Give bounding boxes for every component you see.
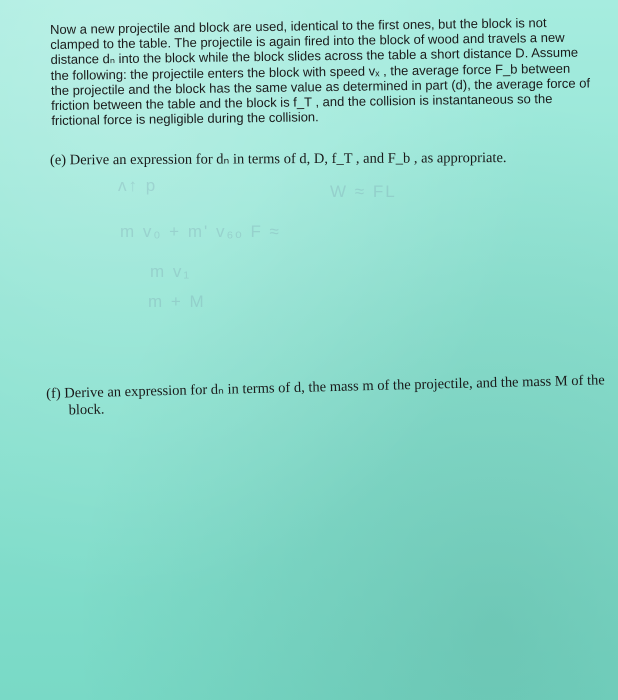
question-f-text-line2: block.	[68, 401, 105, 419]
bleed-through-mark: m + M	[148, 292, 206, 311]
question-f-text-line1: Derive an expression for dₙ in terms of d, the mass m of the projectile, and the mass M of the	[64, 372, 605, 402]
bleed-through-mark: W ≈ FL	[330, 182, 397, 201]
problem-intro-paragraph: Now a new projectile and block are used, identical to the first ones, but the block is not clamped to the table. The projectile is again fired into the block of wood and travels a new distance dₙ into the block while the block slides across the table a short distance D. Assume the following: the projectile enters the block with speed vₓ , the average force F_b between the projectile and the block has the same value as determined in part (d), the average force of friction between the table and the block is f_T , and the collision is instantaneous so the frictional force is negligible during the collision.	[50, 15, 591, 129]
question-f-label: (f)	[46, 385, 61, 402]
question-e	[50, 150, 590, 170]
question-e-label: (e)	[49, 152, 67, 169]
bleed-through-mark: m v₁	[150, 262, 192, 281]
bleed-through-mark: m v₀ + m' v₆ₒ F ≈	[120, 222, 281, 241]
question-f	[46, 372, 607, 420]
question-e-text: Derive an expression for dₙ in terms of d, D, f_T , and F_b , as appropriate.	[69, 150, 507, 169]
bleed-through-mark: ʌ↑ p	[118, 176, 158, 195]
